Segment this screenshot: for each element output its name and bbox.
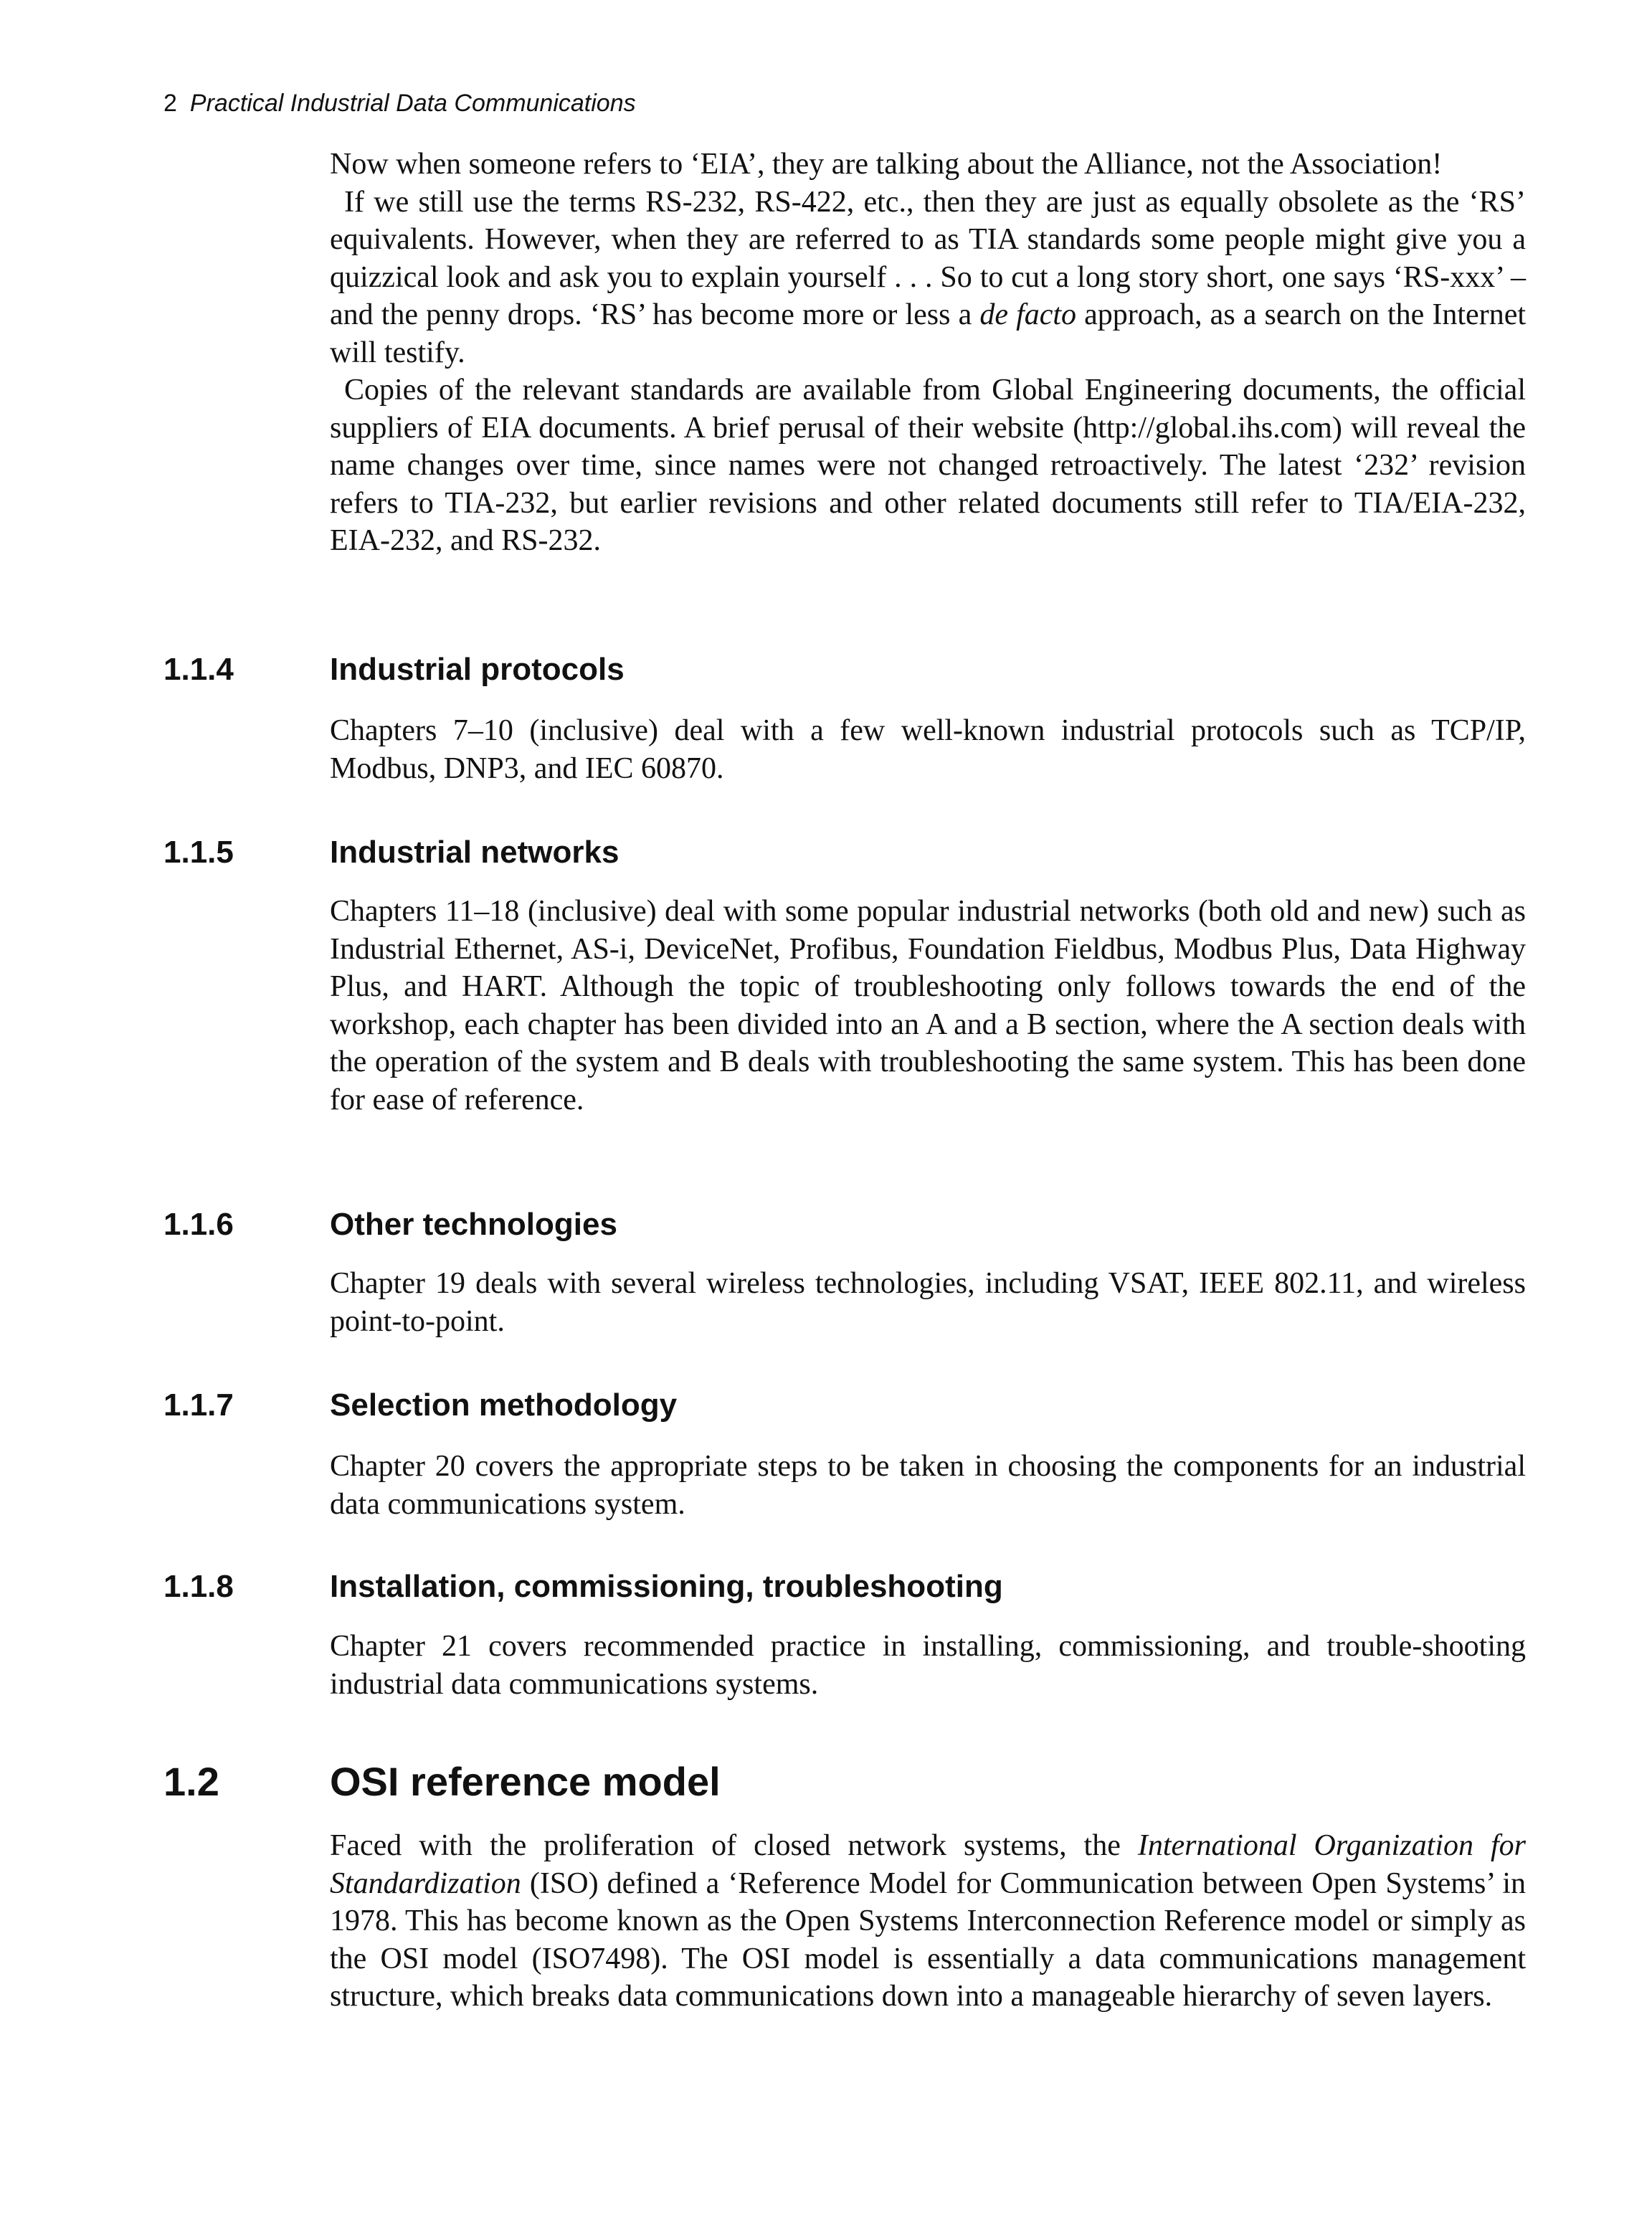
section-body-1-1-4 <box>330 712 1526 787</box>
section-title: Selection methodology <box>330 1387 678 1423</box>
osi-paragraph-italic: International Organization for Standardization <box>330 1829 1526 1900</box>
section-heading-1-1-6 <box>163 1206 617 1243</box>
section-title: Other technologies <box>330 1207 617 1242</box>
running-head <box>163 89 636 118</box>
section-title: Installation, commissioning, troubleshooting <box>330 1569 1003 1604</box>
section-paragraph: Chapter 20 covers the appropriate steps to be taken in choosing the components for an industrial data communications system. <box>330 1450 1526 1521</box>
section-paragraph: Chapters 7–10 (inclusive) deal with a few well-known industrial protocols such as TCP/IP, Modbus, DNP3, and IEC 60870. <box>330 714 1526 785</box>
osi-paragraph-start: Faced with the proliferation of closed network systems, the <box>330 1829 1138 1862</box>
intro-paragraph-3: Copies of the relevant standards are available from Global Engineering documents, the official suppliers of EIA documents. A brief perusal of their website (http://global.ihs.com) will reveal the name changes over time, since names were not changed retroactively. The latest ‘232’ revision refers to TIA-232, but earlier revisions and other related documents still refer to TIA/EIA-232, EIA-232, and RS-232. <box>330 374 1526 557</box>
section-body-1-1-6 <box>330 1265 1526 1340</box>
intro-text <box>330 146 1526 560</box>
intro-paragraph-2-italic: de facto <box>979 298 1077 331</box>
section-number: 1.1.8 <box>163 1569 234 1604</box>
section-body-1-1-7 <box>330 1448 1526 1523</box>
section-body-1-1-8 <box>330 1628 1526 1703</box>
section-number: 1.2 <box>163 1759 219 1804</box>
book-title: Practical Industrial Data Communications <box>189 90 636 117</box>
section-title: OSI reference model <box>330 1759 721 1804</box>
section-number: 1.1.5 <box>163 835 234 870</box>
intro-paragraph-2-start: If we still use the terms RS-232, RS-422, etc., then they are just as equally obsolete as the ‘RS’ equivalents. However, when they are referred to as TIA standards some people might give you a quizzical look and ask you to explain yourself . . . So to cut a long story short, one says ‘RS-xxx’ – and the penny drops. ‘RS’ has become more or less a <box>330 185 1526 331</box>
section-body-1-1-5 <box>330 893 1526 1119</box>
intro-paragraph-2-end: approach, as a search on the Internet will testify. <box>330 298 1526 369</box>
osi-paragraph <box>330 1827 1526 2016</box>
section-paragraph: Chapters 11–18 (inclusive) deal with some popular industrial networks (both old and new) such as Industrial Ethernet, AS-i, DeviceNet, Profibus, Foundation Fieldbus, Modbus Plus, Data Highway Plus, and HART. Although the topic of troubleshooting only follows towards the end of the workshop, each chapter has been divided into an A and a B section, where the A section deals with the operation of the system and B deals with troubleshooting the same system. This has been done for ease of reference. <box>330 895 1526 1116</box>
intro-paragraph-1: Now when someone refers to ‘EIA’, they are talking about the Alliance, not the Association! <box>330 148 1443 181</box>
section-number: 1.1.7 <box>163 1387 234 1423</box>
section-paragraph: Chapter 21 covers recommended practice in installing, commissioning, and trouble-shooting industrial data communications systems. <box>330 1630 1526 1701</box>
section-paragraph: Chapter 19 deals with several wireless technologies, including VSAT, IEEE 802.11, and wireless point-to-point. <box>330 1267 1526 1338</box>
section-heading-1-1-4 <box>163 651 625 688</box>
intro-paragraph-2 <box>330 184 1526 372</box>
osi-paragraph-end: (ISO) defined a ‘Reference Model for Communication between Open Systems’ in 1978. This has become known as the Open Systems Interconnection Reference model or simply as the OSI model (ISO7498). The OSI model is essentially a data communications management structure, which breaks data communications down into a manageable hierarchy of seven layers. <box>330 1866 1526 2013</box>
section-body-1-2 <box>330 1827 1526 2016</box>
section-heading-1-2 <box>163 1759 721 1805</box>
section-heading-1-1-8 <box>163 1568 1003 1605</box>
page-number: 2 <box>163 90 177 117</box>
section-title: Industrial networks <box>330 835 620 870</box>
section-heading-1-1-5 <box>163 834 619 871</box>
section-number: 1.1.4 <box>163 652 234 687</box>
section-number: 1.1.6 <box>163 1207 234 1242</box>
section-heading-1-1-7 <box>163 1387 677 1424</box>
section-title: Industrial protocols <box>330 652 625 687</box>
